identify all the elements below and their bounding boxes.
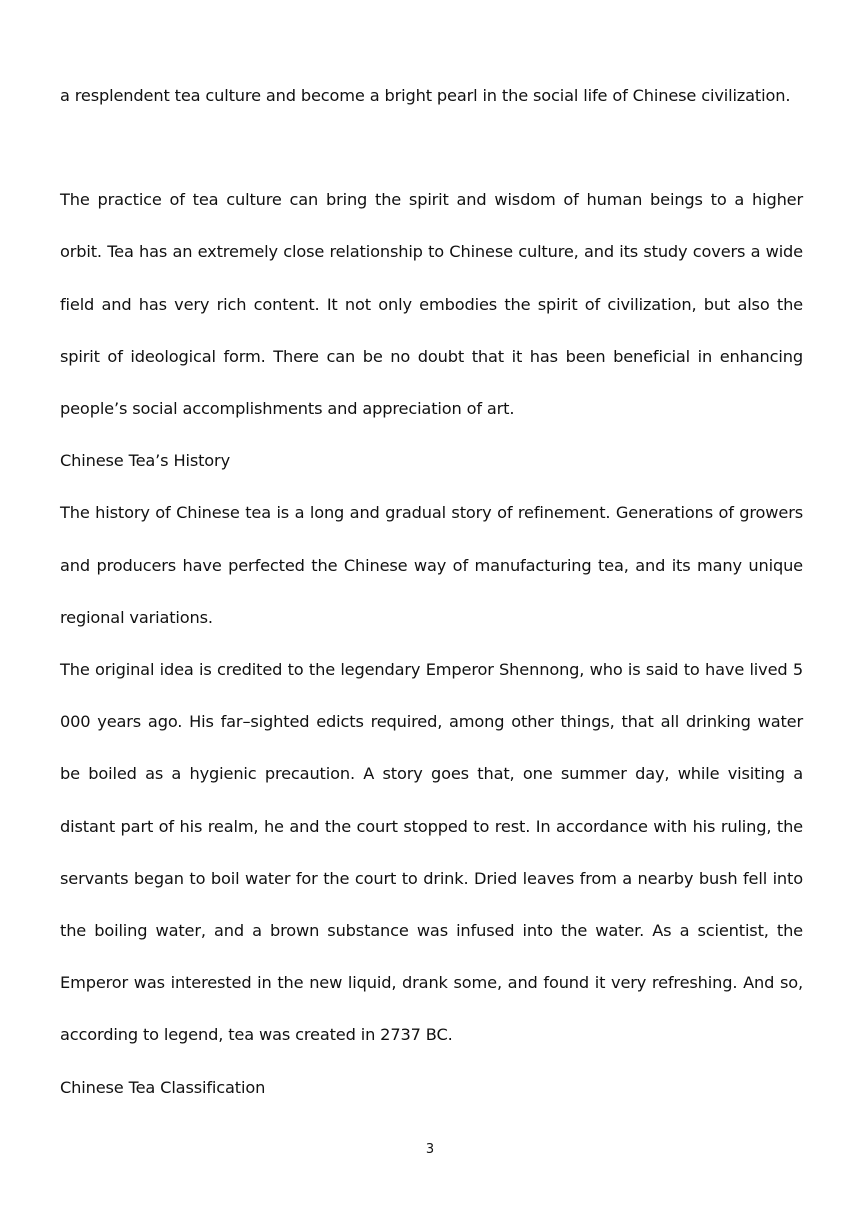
paragraph-shennong-legend: The original idea is credited to the legendary Emperor Shennong, who is said to have lived 5 000 years ago. His far–sighted edicts required, among other things, that all drinking water be boiled as a hygienic precaution. A story goes that, one summer day, while visiting a distant part of his realm, he and the court stopped to rest. In accordance with his ruling, the servants began to boil water for the court to drink. Dried leaves from a nearby bush fell into the boiling water, and a brown substance was infused into the water. As a scientist, the Emperor was interested in the new liquid, drank some, and found it very refreshing. And so, according to legend, tea was created in 2737 BC. — [60, 660, 803, 1045]
section-heading-history: Chinese Tea’s History — [60, 451, 230, 471]
paragraph-intro-continuation: a resplendent tea culture and become a bright pearl in the social life of Chinese civilization. — [60, 86, 791, 105]
paragraph-spacer — [60, 122, 803, 174]
paragraph-history-intro: The history of Chinese tea is a long and gradual story of refinement. Generations of growers and producers have perfected the Chinese way of manufacturing tea, and its many unique regional variations. — [60, 503, 803, 627]
section-heading-classification: Chinese Tea Classification — [60, 1077, 266, 1097]
page-body — [60, 70, 803, 1114]
page-number: 3 — [425, 1142, 435, 1157]
paragraph-tea-culture: The practice of tea culture can bring the spirit and wisdom of human beings to a higher orbit. Tea has an extremely close relationship to Chinese culture, and its study covers a wide field and has very rich content. It not only embodies the spirit of civilization, but also the spirit of ideological form. There can be no doubt that it has been beneficial in enhancing people’s social accomplishments and appreciation of art. — [60, 190, 803, 419]
